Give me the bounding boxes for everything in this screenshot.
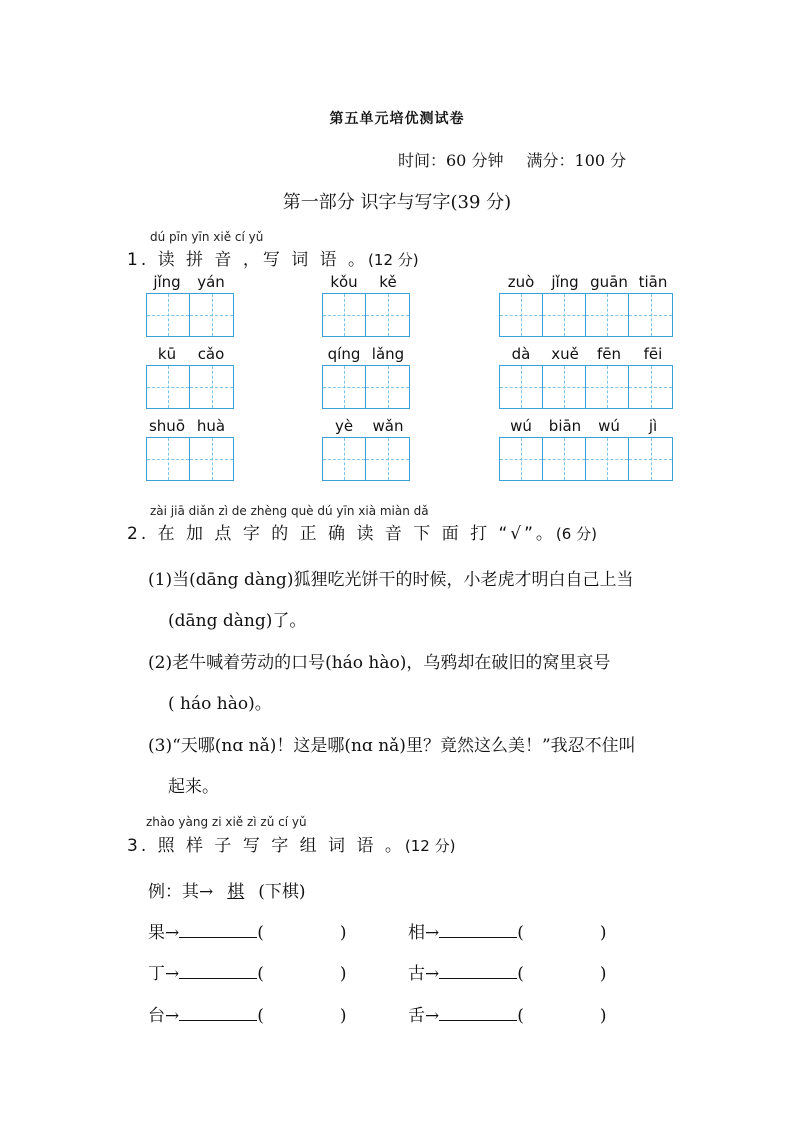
q2-item-1-cont: (dāng dàng)了。 [168,611,307,631]
q3-prompt: 相→ [408,923,440,943]
q2-item-2: (2)老牛喊着劳动的口号(háo hào)，乌鸦却在破旧的窝里哀号 [148,653,611,673]
paren-open: ( [517,964,524,984]
pinyin-group-4 [145,345,233,363]
pinyin-label: cǎo [197,345,225,363]
tianzige-group-5[interactable] [322,365,410,409]
q3-row-1-right [408,918,607,943]
pinyin-label: jǐng [551,273,579,291]
paren-close: ) [599,923,607,943]
pinyin-label: xuě [551,345,579,363]
q2-text: 2. 在 加 点 字 的 正 确 读 音 下 面 打 “√”。 [127,524,556,544]
writing-cell[interactable] [629,294,672,336]
writing-cell[interactable] [366,438,409,480]
example-word: (下棋) [258,882,306,902]
pinyin-label: shuō [148,417,185,435]
writing-cell[interactable] [543,438,586,480]
pinyin-label: wú [598,417,620,435]
full-score: 满分：100 分 [526,151,627,170]
answer-blank[interactable] [179,964,257,979]
pinyin-group-9 [499,417,675,435]
writing-cell[interactable] [543,294,586,336]
q3-row-2-right [408,959,607,984]
tianzige-group-1[interactable] [146,293,234,337]
page-title: 第五单元培优测试卷 [329,111,465,127]
part-heading: 第一部分 识字与写字(39 分) [282,192,512,213]
q3-prompt: 丁→ [148,964,180,984]
pinyin-label: wǎn [372,417,404,435]
pinyin-label: jì [648,417,658,435]
q3-prompt: 古→ [408,964,440,984]
writing-cell[interactable] [366,294,409,336]
pinyin-label: wú [510,417,532,435]
pinyin-label: guān [590,273,628,291]
pinyin-label: qíng [327,345,361,363]
writing-cell[interactable] [147,294,190,336]
writing-cell[interactable] [323,294,366,336]
writing-cell[interactable] [323,366,366,408]
paren-close: ) [599,964,607,984]
tianzige-group-2[interactable] [322,293,410,337]
pinyin-group-6 [499,345,675,363]
q2-item-1: (1)当(dāng dàng)狐狸吃光饼干的时候，小老虎才明白自己上当 [148,570,634,590]
q3-text: 3. 照 样 子 写 字 组 词 语 。 [127,836,405,856]
pinyin-group-8 [322,417,410,435]
q2-heading [127,519,597,544]
q1-score: (12 分) [368,251,419,269]
q3-prompt: 舌→ [408,1006,440,1026]
pinyin-label: kū [157,345,177,363]
q3-prompt: 台→ [148,1006,180,1026]
q3-heading [127,831,455,856]
q3-prompt: 果→ [148,923,180,943]
q2-item-3-cont: 起来。 [168,777,219,797]
q1-pinyin: dú pīn yīn xiě cí yǔ [150,230,264,244]
tianzige-group-8[interactable] [322,437,410,481]
q3-pinyin: zhào yàng zi xiě zì zǔ cí yǔ [146,815,307,829]
tianzige-group-3[interactable] [499,293,673,337]
writing-cell[interactable] [629,366,672,408]
q3-score: (12 分) [404,837,456,855]
q3-row-3-right [408,1001,607,1026]
writing-cell[interactable] [147,366,190,408]
example-answer: 棋 [227,882,245,902]
pinyin-group-5 [322,345,410,363]
pinyin-label: huà [196,417,226,435]
answer-blank[interactable] [439,964,517,979]
q1-text: 1. 读 拼 音 ，写 词 语 。 [127,250,369,270]
writing-cell[interactable] [586,366,629,408]
writing-cell[interactable] [147,438,190,480]
pinyin-group-3 [499,273,675,291]
q3-row-1-left [148,918,347,943]
time-limit: 时间：60 分钟 [398,151,504,170]
tianzige-group-9[interactable] [499,437,673,481]
q3-example [148,877,306,902]
pinyin-label: dà [511,345,531,363]
paren-open: ( [517,923,524,943]
pinyin-label: yè [334,417,354,435]
pinyin-group-1 [145,273,233,291]
q3-row-2-left [148,959,347,984]
pinyin-label: fēi [643,345,663,363]
paren-open: ( [257,1006,264,1026]
pinyin-label: kǒu [330,273,358,291]
pinyin-label: kě [379,273,397,291]
q1-heading [127,245,419,270]
paren-close: ) [339,923,347,943]
answer-blank[interactable] [179,923,257,938]
writing-cell[interactable] [190,366,233,408]
pinyin-label: biān [548,417,582,435]
pinyin-label: yán [197,273,225,291]
q3-row-3-left [148,1001,347,1026]
paren-close: ) [339,964,347,984]
writing-cell[interactable] [190,438,233,480]
writing-cell[interactable] [586,294,629,336]
pinyin-label: lǎng [371,345,405,363]
writing-cell[interactable] [366,366,409,408]
pinyin-group-7 [145,417,233,435]
q2-item-3: (3)“天哪(nɑ nǎ)！这是哪(nɑ nǎ)里？竟然这么美！”我忍不住叫 [148,736,636,756]
writing-cell[interactable] [323,438,366,480]
pinyin-label: fēn [596,345,622,363]
writing-cell[interactable] [190,294,233,336]
pinyin-label: zuò [507,273,535,291]
paren-close: ) [599,1006,607,1026]
q2-score: (6 分) [555,525,597,543]
q2-item-2-cont: ( háo hào)。 [168,694,272,714]
writing-cell[interactable] [500,366,543,408]
writing-cell[interactable] [543,366,586,408]
q2-pinyin: zài jiā diǎn zì de zhèng què dú yīn xià miàn dǎ [150,504,429,518]
pinyin-label: jǐng [153,273,181,291]
pinyin-label: tiān [638,273,668,291]
paren-open: ( [517,1006,524,1026]
time-score-line [398,148,644,171]
paren-close: ) [339,1006,347,1026]
example-prefix: 例：其→ [148,882,214,902]
paren-open: ( [257,923,264,943]
writing-cell[interactable] [500,294,543,336]
writing-cell[interactable] [500,438,543,480]
answer-blank[interactable] [179,1006,257,1021]
pinyin-group-2 [322,273,410,291]
writing-cell[interactable] [586,438,629,480]
writing-cell[interactable] [629,438,672,480]
paren-open: ( [257,964,264,984]
answer-blank[interactable] [439,923,517,938]
tianzige-group-7[interactable] [146,437,234,481]
answer-blank[interactable] [439,1006,517,1021]
tianzige-group-4[interactable] [146,365,234,409]
tianzige-group-6[interactable] [499,365,673,409]
